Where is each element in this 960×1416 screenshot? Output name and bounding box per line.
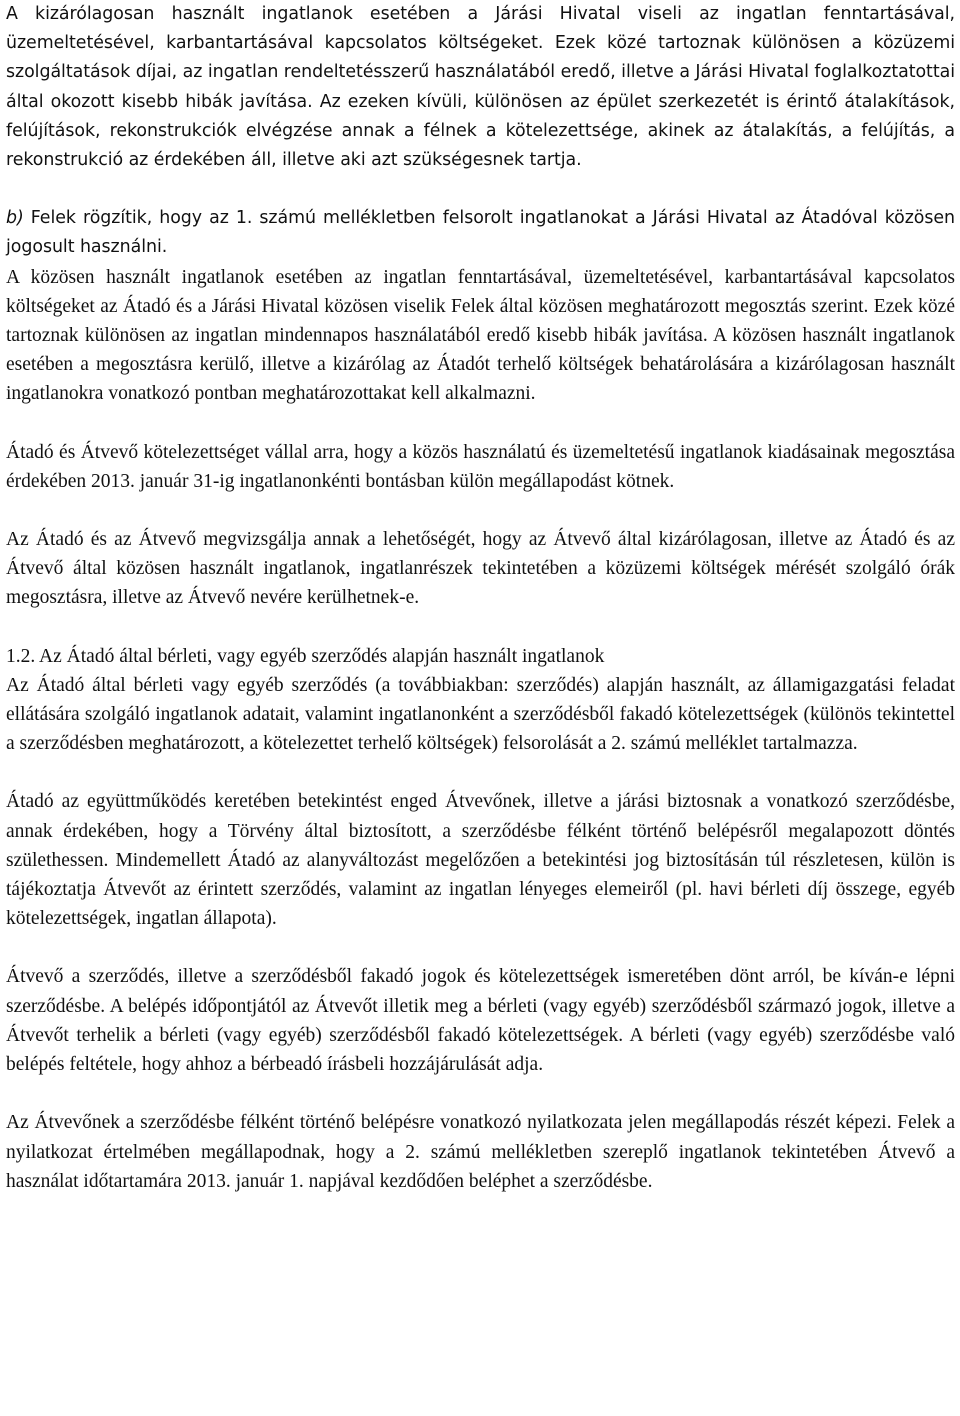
document-page	[6, 0, 955, 1196]
paragraph-spacer	[6, 175, 955, 204]
shared-use-text: Felek rögzítik, hogy az 1. számú mellékletben felsorolt ingatlanokat a Járási Hivatal az Átadóval közösen jogosult használni.	[6, 208, 955, 258]
paragraph-entry-declaration: Az Átvevőnek a szerződésbe félként történő belépésre vonatkozó nyilatkozata jelen megállapodás részét képezi. Felek a nyilatkozat értelmében megállapodnak, hogy a 2. számú mellékletben szereplő ingatlanok tekintetében Átvevő a használat időtartamára 2013. január 1. napjával kezdődően beléphet a szerződésbe.	[6, 1112, 955, 1192]
section-heading-1-2: 1.2. Az Átadó által bérleti, vagy egyéb szerződés alapján használt ingatlanok	[6, 645, 605, 667]
paragraph-spacer	[6, 933, 955, 962]
paragraph-spacer	[6, 758, 955, 787]
paragraph-contract-inspection: Átadó az együttműködés keretében betekintést enged Átvevőnek, illetve a járási biztosnak a vonatkozó szerződésbe, annak érdekében, hogy a Törvény által biztosított, a szerződésbe félként történő belépésről megalapozott döntés születhessen. Mindemellett Átadó az alanyváltozást megelőzően a betekintési jog biztosításán túl részletesen, külön is tájékoztatja Átvevőt az érintett szerződés, valamint az ingatlan lényeges elemeiről (pl. havi bérleti díj összege, egyéb kötelezettségek, ingatlan állapota).	[6, 791, 955, 930]
list-label-b: b)	[6, 208, 24, 229]
paragraph-cost-sharing-agreement: Átadó és Átvevő kötelezettséget vállal arra, hogy a közös használatú és üzemeltetésű ingatlanok kiadásainak megosztása érdekében 2013. január 31-ig ingatlanonkénti bontásban külön megállapodást kötnek.	[6, 441, 955, 492]
paragraph-shared-use-costs: A közösen használt ingatlanok esetében az ingatlan fenntartásával, üzemeltetésével, karbantartásával kapcsolatos költségeket az Átadó és a Járási Hivatal közösen viselik Felek által közösen meghatározott megosztás szerint. Ezek közé tartoznak különösen az ingatlan mindennapos használatából eredő kisebb hibák javítása. A közösen használt ingatlanok esetében a megosztásra kerülő, illetve a kizárólag az Átadót terhelő költségek behatárolására a kizárólagosan használt ingatlanokra vonatkozó pontban meghatározottakat kell alkalmazni.	[6, 266, 955, 405]
paragraph-meter-division: Az Átadó és az Átvevő megvizsgálja annak a lehetőségét, hogy az Átvevő által kizárólagosan, illetve az Átadó és az Átvevő által közösen használt ingatlanok, ingatlanrészek tekintetében a közüzemi költségek mérését szolgáló órák megosztásra, illetve az Átvevő nevére kerülhetnek-e.	[6, 529, 955, 609]
paragraph-spacer	[6, 1079, 955, 1108]
paragraph-shared-use-intro	[6, 204, 955, 262]
paragraph-spacer	[6, 496, 955, 525]
paragraph-spacer	[6, 613, 955, 642]
paragraph-contract-entry-decision: Átvevő a szerződés, illetve a szerződésből fakadó jogok és kötelezettségek ismeretében dönt arról, be kíván-e lépni szerződésbe. A belépés időpontjától az Átvevőt illetik meg a bérleti (vagy egyéb) szerződésből származó jogok, illetve a Átvevőt terhelik a bérleti (vagy egyéb) szerződésből fakadó kötelezettségek. A bérleti (vagy egyéb) szerződésbe való belépés feltétele, hogy ahhoz a bérbeadó írásbeli hozzájárulását adja.	[6, 966, 955, 1076]
paragraph-spacer	[6, 409, 955, 438]
paragraph-lease-data: Az Átadó által bérleti vagy egyéb szerződés (a továbbiakban: szerződés) alapján használt, az államigazgatási feladat ellátására szolgáló ingatlanok adatait, valamint ingatlanonként a szerződésből fakadó kötelezettségek (különös tekintettel a szerződésben meghatározott, a kötelezettet terhelő költségek) felsorolását a 2. számú melléklet tartalmazza.	[6, 674, 955, 755]
paragraph-exclusive-use-costs: A kizárólagosan használt ingatlanok esetében a Járási Hivatal viseli az ingatlan fenntartásával, üzemeltetésével, karbantartásával kapcsolatos költségeket. Ezek közé tartoznak különösen a közüzemi szolgáltatások díjai, az ingatlan rendeltetésszerű használatából eredő, illetve a Járási Hivatal foglalkoztatottai által okozott kisebb hibák javítása. Az ezeken kívüli, különösen az épület szerkezetét is érintő átalakítások, felújítások, rekonstrukciók elvégzése annak a félnek a kötelezettsége, akinek az átalakítás, a felújítás, a rekonstrukció az érdekében áll, illetve aki azt szükségesnek tartja.	[6, 4, 955, 171]
